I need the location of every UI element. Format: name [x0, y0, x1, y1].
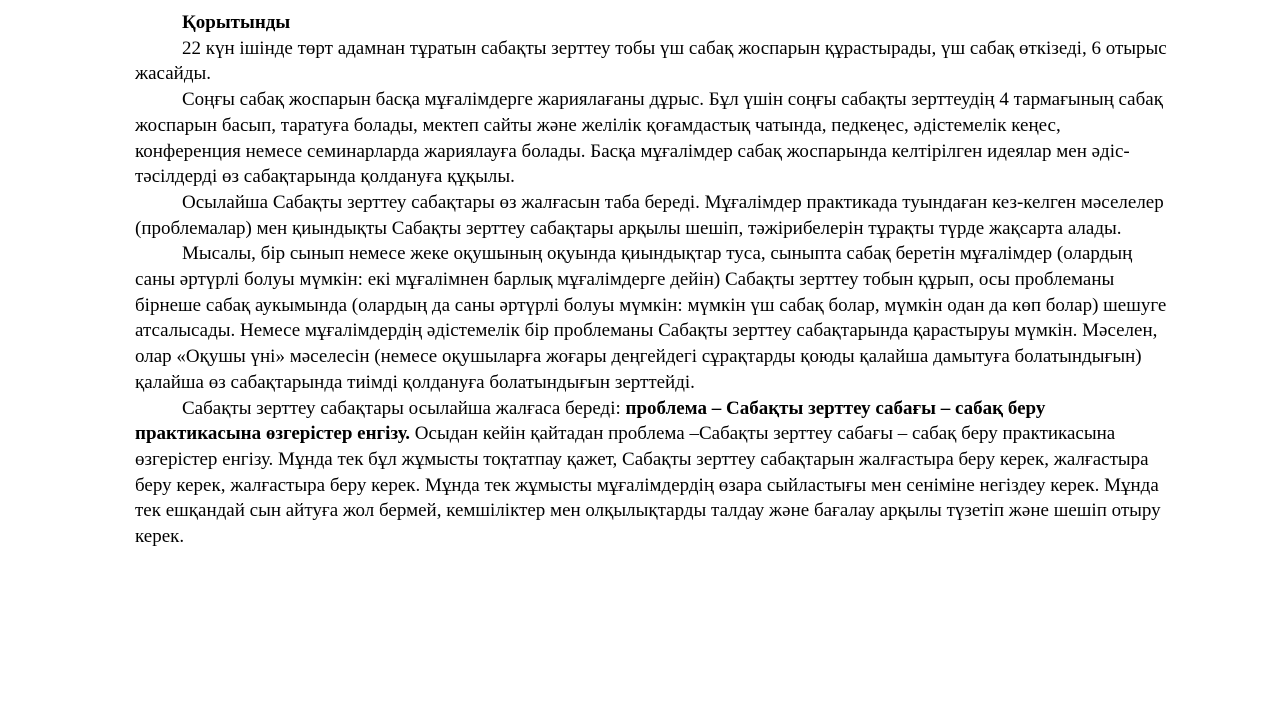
paragraph-3: Осылайша Сабақты зерттеу сабақтары өз жалғасын таба береді. Мұғалімдер практикада туындаған кез-келген мәселелер (проблемалар) мен қиындықты Сабақты зерттеу сабақтары арқылы шешіп, тәжірибелерін тұрақты түрде жақсарта алады.: [135, 191, 1164, 239]
paragraph-4: Мысалы, бір сынып немесе жеке оқушының оқуында қиындықтар туса, сыныпта сабақ беретін мұғалімдер (олардың саны әртүрлі болуы мүмкін: екі мұғалімнен барлық мұғалімдерге дейін) Сабақты зерттеу тобын құрып, осы проблеманы бірнеше сабақ аукымында (олардың да саны әртүрлі болуы мүмкін: мүмкін үш сабақ болар, мүмкін одан да көп болар) шешуге атсалысады. Немесе мұғалімдердің әдістемелік бір проблеманы Сабақты зерттеу сабақтарында қарастыруы мүмкін. Мәселен, олар «Оқушы үні» мәселесін (немесе оқушыларға жоғары деңгейдегі сұрақтарды қоюды қалайша дамытуға болатындығын) қалайша өз сабақтарында тиімді қолдануға болатындығын зерттейді.: [135, 243, 1167, 393]
paragraph-5-intro: Сабақты зерттеу сабақтары осылайша жалғаса береді:: [182, 397, 626, 419]
paragraph-2: Соңғы сабақ жоспарын басқа мұғалімдерге жариялағаны дұрыс. Бұл үшін соңғы сабақты зерттеудің 4 тармағының сабақ жоспарын басып, таратуға болады, мектеп сайты және желілік қоғамдастық чатында, педкеңес, әдістемелік кеңес, конференция немесе семинарларда жариялауға болады. Басқа мұғалімдер сабақ жоспарында келтірілген идеялар мен әдіс-тәсілдерді өз сабақтарында қолдануға құқылы.: [135, 89, 1163, 188]
paragraph-5-bold: проблема – Сабақты зерттеу сабағы – сабақ беру практикасына өзгерістер енгізу.: [135, 397, 1046, 445]
paragraph-1: 22 күн ішінде төрт адамнан тұратын сабақты зерттеу тобы үш сабақ жоспарын құрастырады, үш сабақ өткізеді, 6 отырыс жасайды.: [135, 37, 1167, 85]
document-heading: Қорытынды: [182, 12, 291, 33]
paragraph-5: [135, 396, 1170, 550]
paragraph-5-rest: Осыдан кейін қайтадан проблема –Сабақты зерттеу сабағы – сабақ беру практикасына өзгерістер енгізу. Мұнда тек бұл жұмысты тоқтатпау қажет, Сабақты зерттеу сабақтарын жалғастыра беру керек, жалғастыра беру керек, жалғастыра беру керек. Мұнда тек жұмысты мұғалімдердің өзара сыйластығы мен сеніміне негіздеу керек. Мұнда тек ешқандай сын айтуға жол бермей, кемшіліктер мен олқылықтарды талдау және бағалау арқылы түзетіп және шешіп отыру керек.: [135, 423, 1161, 548]
